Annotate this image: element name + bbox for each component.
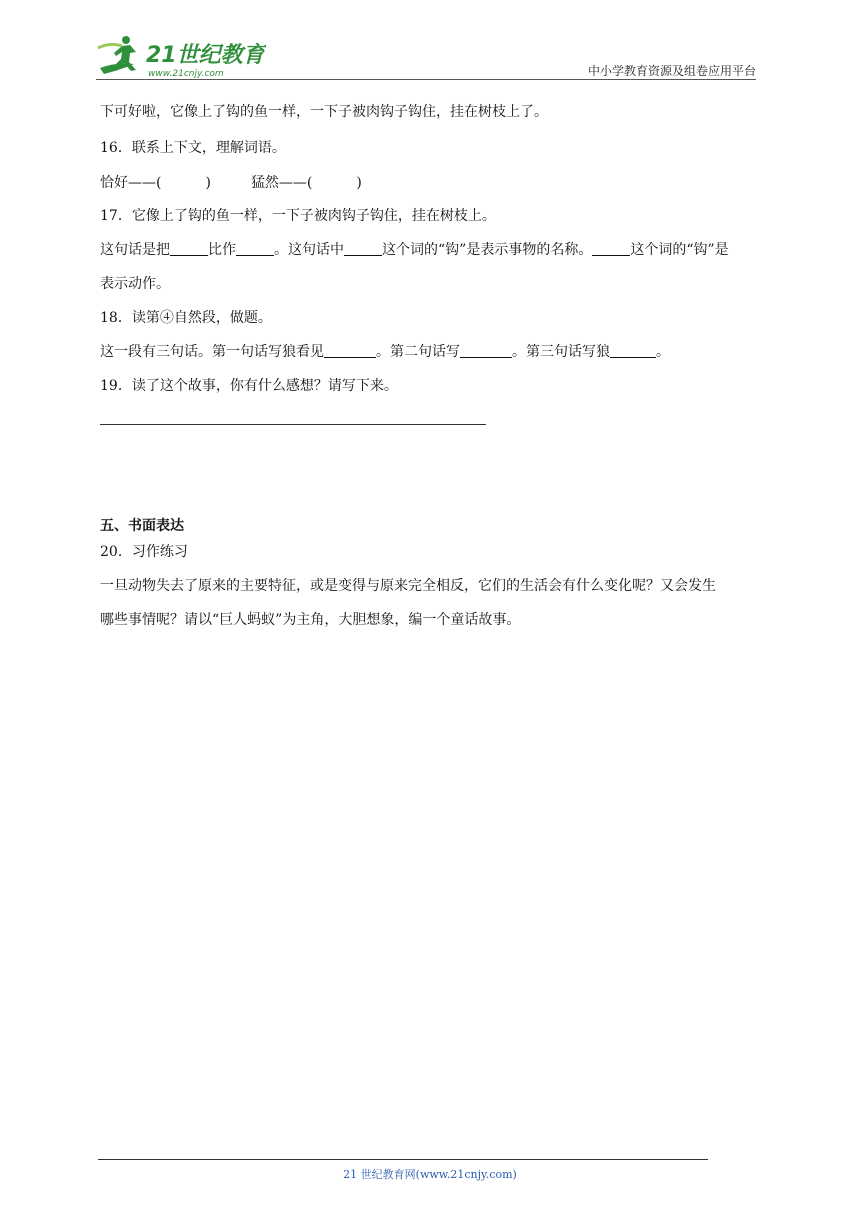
page-header: [0, 0, 860, 84]
q17-blank-1[interactable]: [170, 240, 208, 256]
section-5-title: 五、书面表达: [100, 518, 184, 534]
passage-last-line: 下可好啦，它像上了钩的鱼一样，一下子被肉钩子钩住，挂在树枝上了。: [100, 104, 548, 120]
q18-blank-2[interactable]: [460, 342, 512, 358]
site-logo: [96, 34, 266, 80]
question-16-answers: 恰好——( ) 猛然——( ): [100, 175, 362, 191]
q16-word-qiahao: 恰好——(: [100, 175, 162, 191]
q16-word-mengran: 猛然——(: [250, 175, 313, 191]
q18-blank-1[interactable]: [324, 342, 376, 358]
question-16: 16．联系上下文，理解词语。: [100, 140, 286, 156]
question-17: 17．它像上了钩的鱼一样，一下子被肉钩子钩住，挂在树枝上。: [100, 208, 496, 224]
q19-answer-line[interactable]: [100, 424, 486, 425]
q17-blank-2[interactable]: [236, 240, 274, 256]
question-18-blanks: 这一段有三句话。第一句话写狼看见 。第二句话写 。第三句话写狼 。: [100, 344, 670, 360]
question-19: 19．读了这个故事，你有什么感想？请写下来。: [100, 378, 398, 394]
platform-name: 中小学教育资源及组卷应用平台: [587, 64, 756, 78]
question-18: 18．读第④自然段，做题。: [100, 310, 272, 326]
svg-text:21世纪教育: 21世纪教育: [146, 43, 265, 68]
q17-blank-3[interactable]: [344, 240, 382, 256]
question-20-prompt-line-1: 一旦动物失去了原来的主要特征，或是变得与原来完全相反，它们的生活会有什么变化呢？又会发生: [100, 578, 716, 594]
q18-blank-3[interactable]: [610, 342, 656, 358]
footer-divider: [98, 1159, 708, 1160]
runner-logo-icon: [96, 34, 266, 80]
question-17-blanks: 这句话是把 比作 。这句话中 这个词的“钩”是表示事物的名称。 这个词的“钩”是: [100, 242, 729, 258]
header-divider: [96, 79, 756, 80]
footer-link[interactable]: 21 世纪教育网(www.21cnjy.com): [343, 1168, 517, 1181]
question-17-continued: 表示动作。: [100, 276, 170, 292]
question-20: 20．习作练习: [100, 544, 188, 560]
svg-text:www.21cnjy.com: www.21cnjy.com: [148, 69, 224, 79]
q17-blank-4[interactable]: [592, 240, 630, 256]
question-20-prompt-line-2: 哪些事情呢？请以“巨人蚂蚁”为主角，大胆想象，编一个童话故事。: [100, 612, 521, 628]
